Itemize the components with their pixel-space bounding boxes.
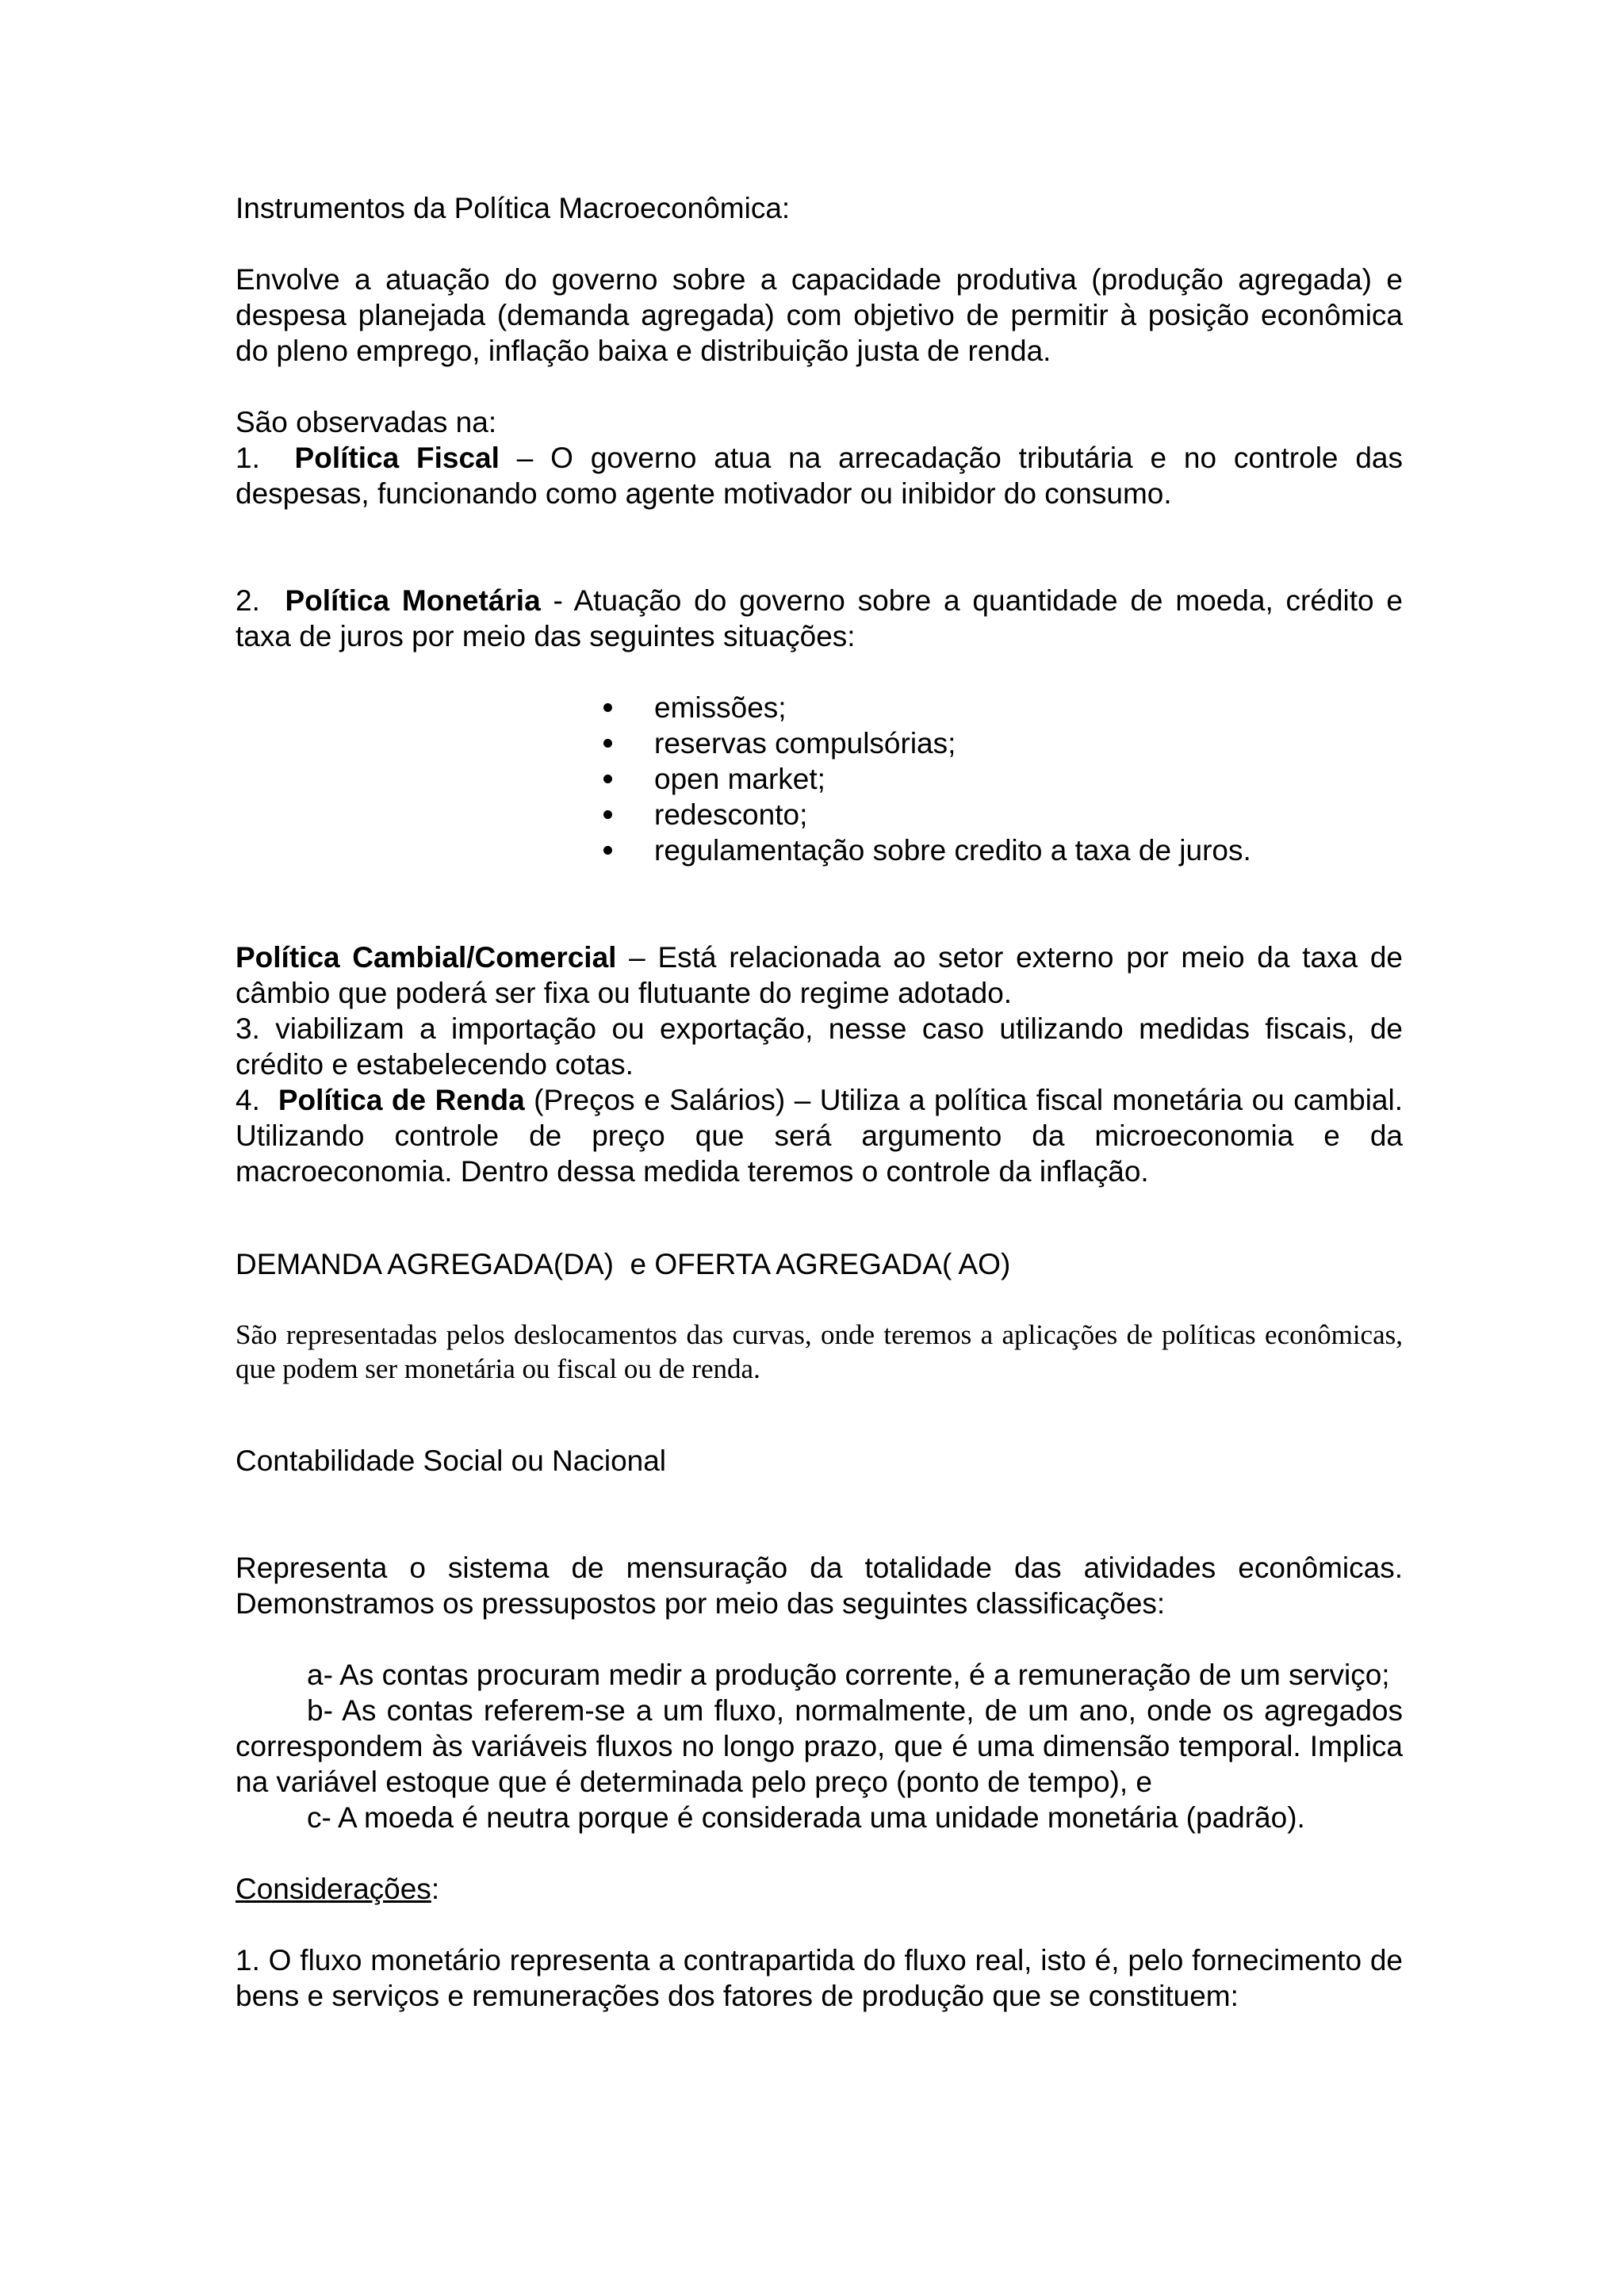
bullet-icon: [603, 810, 612, 819]
consideracoes-colon: :: [431, 1873, 440, 1905]
cambial-term: Política Cambial/Comercial: [236, 941, 617, 974]
renda-text: (Preços e Salários) – Utiliza a política fiscal monetária ou cambial. Utilizando controle de preço que será argumento da microeconomia e da macroeconomia. Dentro dessa medida teremos o controle da inflação.: [236, 1084, 1404, 1188]
list-item: [603, 761, 1403, 797]
bullet-icon: [603, 775, 612, 783]
politica-monetaria-paragraph: [236, 583, 1403, 654]
pressuposto-c: c- A moeda é neutra porque é considerada uma unidade monetária (padrão).: [307, 1801, 1305, 1834]
renda-term: Política de Renda: [278, 1084, 525, 1116]
monetaria-text: - Atuação do governo sobre a quantidade de moeda, crédito e taxa de juros por meio das seguintes situações:: [236, 584, 1403, 652]
monetaria-bullet-list: [236, 690, 1403, 868]
bullet-icon: [603, 739, 612, 748]
pressuposto-b: b- As contas referem-se a um fluxo, normalmente, de um ano, onde os agregados correspondem às variáveis fluxos no longo prazo, que é uma dimensão temporal. Implica na variável estoque que é determinada pelo preço (ponto de tempo), e: [236, 1694, 1403, 1798]
consideracao-1-paragraph: 1. O fluxo monetário representa a contrapartida do fluxo real, isto é, pelo fornecimento de bens e serviços e remunerações dos fatores de produção que se constituem:: [236, 1944, 1403, 2012]
bullet-icon: [603, 846, 612, 855]
list-item: [603, 690, 1403, 725]
contabilidade-paragraph: Representa o sistema de mensuração da totalidade das atividades econômicas. Demonstramos os pressupostos por meio das seguintes classificações:: [236, 1552, 1403, 1620]
demanda-paragraph: São representadas pelos deslocamentos das curvas, onde teremos a aplicações de políticas econômicas, que podem ser monetária ou fiscal ou de renda.: [236, 1319, 1403, 1384]
pressuposto-a: a- As contas procuram medir a produção corrente, é a remuneração de um serviço;: [307, 1659, 1390, 1691]
fiscal-text: – O governo atua na arrecadação tributária e no controle das despesas, funcionando como agente motivador ou inibidor do consumo.: [236, 442, 1403, 510]
renda-number: 4.: [236, 1084, 260, 1116]
list-item-text: open market;: [654, 763, 825, 795]
fiscal-term: Política Fiscal: [294, 442, 500, 474]
bullet-icon: [603, 703, 612, 712]
list-item-text: redesconto;: [654, 798, 808, 831]
list-item-text: reservas compulsórias;: [654, 727, 956, 760]
politica-renda-paragraph: [236, 1082, 1403, 1189]
fiscal-number: 1.: [236, 442, 260, 474]
list-item-text: emissões;: [654, 691, 787, 724]
document-body: [236, 190, 1403, 2014]
observadas-label: São observadas na:: [236, 406, 497, 438]
heading-demanda: DEMANDA AGREGADA(DA) e OFERTA AGREGADA( AO): [236, 1248, 1011, 1280]
list-item-text: regulamentação sobre credito a taxa de juros.: [654, 834, 1251, 867]
heading-instrumentos: Instrumentos da Política Macroeconômica:: [236, 192, 791, 224]
politica-fiscal-paragraph: [236, 440, 1403, 511]
cambial-text: – Está relacionada ao setor externo por meio da taxa de câmbio que poderá ser fixa ou flutuante do regime adotado.: [236, 941, 1403, 1009]
consideracoes-heading: [236, 1871, 1403, 1907]
list-item: [603, 832, 1403, 868]
intro-paragraph: Envolve a atuação do governo sobre a capacidade produtiva (produção agregada) e despesa planejada (demanda agregada) com objetivo de permitir à posição econômica do pleno emprego, inflação baixa e distribuição justa de renda.: [236, 263, 1403, 367]
list-item: [603, 797, 1403, 832]
politica-cambial-paragraph: [236, 939, 1403, 1011]
monetaria-term: Política Monetária: [285, 584, 541, 617]
consideracoes-label: Considerações: [236, 1873, 431, 1905]
item-3-paragraph: 3. viabilizam a importação ou exportação, nesse caso utilizando medidas fiscais, de crédito e estabelecendo cotas.: [236, 1012, 1403, 1081]
monetaria-number: 2.: [236, 584, 260, 617]
list-item: [603, 725, 1403, 761]
heading-contabilidade: Contabilidade Social ou Nacional: [236, 1445, 667, 1477]
